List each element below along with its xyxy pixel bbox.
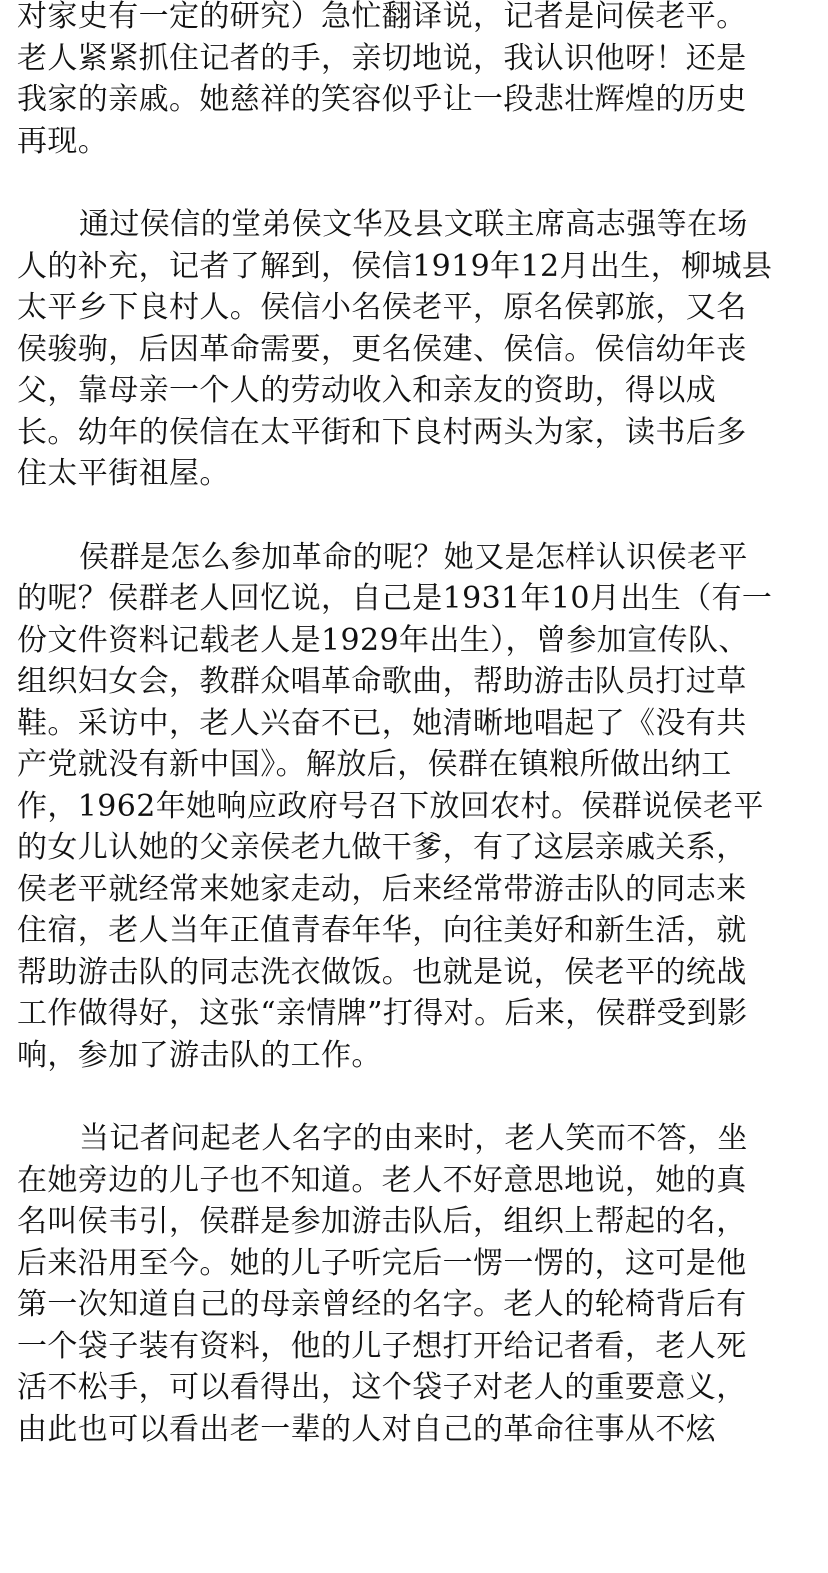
paragraph-4 xyxy=(17,1118,817,1450)
text-line: 住宿，老人当年正值青春年华，向往美好和新生活，就 xyxy=(17,913,747,948)
paragraph-2 xyxy=(17,204,817,495)
text-line: 通过侯信的堂弟侯文华及县文联主席高志强等在场 xyxy=(79,207,748,242)
text-line: 一个袋子装有资料，他的儿子想打开给记者看，老人死 xyxy=(17,1328,747,1364)
text-line: 老人紧紧抓住记者的手，亲切地说，我认识他呀！还是 xyxy=(17,40,747,76)
text-line: 侯群是怎么参加革命的呢？她又是怎样认识侯老平 xyxy=(79,539,748,575)
text-line: 产党就没有新中国》。解放后，侯群在镇粮所做出纳工 xyxy=(17,747,732,782)
text-line: 第一次知道自己的母亲曾经的名字。老人的轮椅背后有 xyxy=(17,1287,747,1322)
text-line: 侯老平就经常来她家走动，后来经常带游击队的同志来 xyxy=(17,871,747,907)
text-line: 的女儿认她的父亲侯老九做干爹，有了这层亲戚关系， xyxy=(17,830,747,865)
text-line: 住太平街祖屋。 xyxy=(17,456,230,491)
text-line: 组织妇女会，教群众唱革命歌曲，帮助游击队员打过草 xyxy=(17,664,747,699)
text-line: 由此也可以看出老一辈的人对自己的革命往事从不炫 xyxy=(17,1411,717,1447)
text-line: 后来沿用至今。她的儿子听完后一愣一愣的，这可是他 xyxy=(17,1245,747,1281)
text-line: 份文件资料记载老人是1929年出生），曾参加宣传队、 xyxy=(17,622,749,658)
text-line: 对家史有一定的研究）急忙翻译说，记者是问侯老平。 xyxy=(17,0,747,34)
text-line: 我家的亲戚。她慈祥的笑容似乎让一段悲壮辉煌的历史 xyxy=(17,82,747,117)
text-line: 再现。 xyxy=(17,123,109,159)
paragraph-1 xyxy=(17,0,817,162)
text-line: 太平乡下良村人。侯信小名侯老平，原名侯郭旅，又名 xyxy=(17,290,747,325)
text-line: 人的补充，记者了解到，侯信1919年12月出生，柳城县 xyxy=(17,248,773,284)
text-line: 父，靠母亲一个人的劳动收入和亲友的资助，得以成 xyxy=(17,373,717,408)
text-line: 活不松手，可以看得出，这个袋子对老人的重要意义， xyxy=(17,1370,747,1405)
text-line: 长。幼年的侯信在太平街和下良村两头为家，读书后多 xyxy=(17,414,747,450)
text-line: 侯骏驹，后因革命需要，更名侯建、侯信。侯信幼年丧 xyxy=(17,331,747,367)
text-line: 工作做得好，这张“亲情牌”打得对。后来，侯群受到影 xyxy=(17,996,748,1031)
text-line: 在她旁边的儿子也不知道。老人不好意思地说，她的真 xyxy=(17,1162,747,1198)
text-line: 帮助游击队的同志洗衣做饭。也就是说，侯老平的统战 xyxy=(17,954,747,990)
text-line: 当记者问起老人名字的由来时，老人笑而不答，坐 xyxy=(79,1121,748,1156)
text-line: 的呢？侯群老人回忆说，自己是1931年10月出生（有一 xyxy=(17,581,773,616)
text-line: 鞋。采访中，老人兴奋不已，她清晰地唱起了《没有共 xyxy=(17,705,747,741)
article-body xyxy=(17,0,817,1492)
text-line: 响，参加了游击队的工作。 xyxy=(17,1037,382,1073)
paragraph-3 xyxy=(17,537,817,1077)
text-line: 名叫侯韦引，侯群是参加游击队后，组织上帮起的名， xyxy=(17,1204,747,1239)
text-line: 作，1962年她响应政府号召下放回农村。侯群说侯老平 xyxy=(17,788,764,824)
